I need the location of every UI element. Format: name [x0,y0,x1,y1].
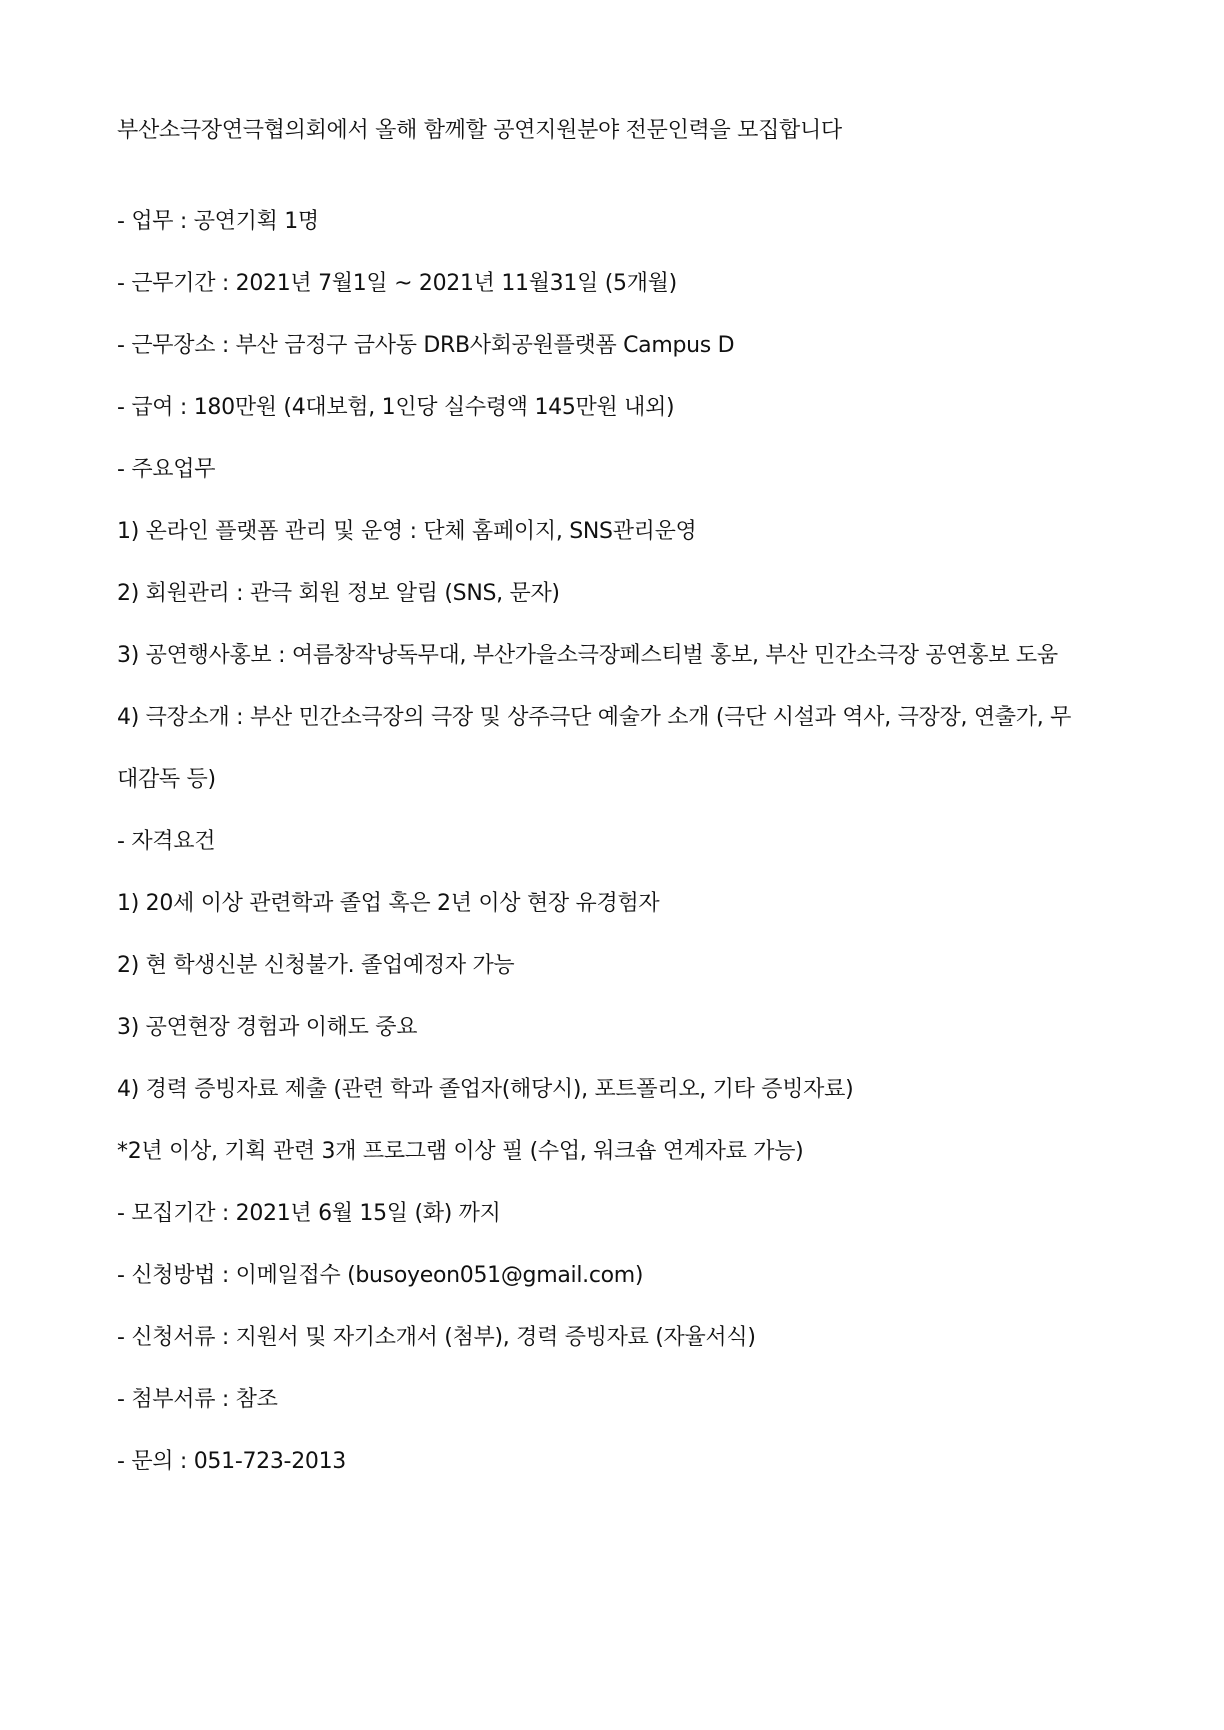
qualification-item-3: 3) 공연현장 경험과 이해도 중요 [117,1015,418,1040]
attachments-line: - 첨부서류 : 참조 [117,1387,278,1412]
qualification-item-1: 1) 20세 이상 관련학과 졸업 혹은 2년 이상 현장 유경험자 [117,891,660,916]
announcement-heading: 부산소극장연극협의회에서 올해 함께할 공연지원분야 전문인력을 모집합니다 [117,118,842,143]
recruitment-period-line: - 모집기간 : 2021년 6월 15일 (화) 까지 [117,1201,501,1226]
duty-item-3: 3) 공연행사홍보 : 여름창작낭독무대, 부산가을소극장페스티벌 홍보, 부산 민간소극장 공연홍보 도움 [117,643,1058,668]
main-duties-heading: - 주요업무 [117,457,216,482]
duty-item-4: 4) 극장소개 : 부산 민간소극장의 극장 및 상주극단 예술가 소개 (극단 시설과 역사, 극장장, 연출가, 무 [117,705,1072,730]
duty-item-2: 2) 회원관리 : 관극 회원 정보 알림 (SNS, 문자) [117,581,560,606]
qualifications-heading: - 자격요건 [117,829,216,854]
work-location-line: - 근무장소 : 부산 금정구 금사동 DRB사회공원플랫폼 Campus D [117,333,735,358]
salary-line: - 급여 : 180만원 (4대보험, 1인당 실수령액 145만원 내외) [117,395,675,420]
application-method-line: - 신청방법 : 이메일접수 (busoyeon051@gmail.com) [117,1263,644,1288]
qualification-item-4: 4) 경력 증빙자료 제출 (관련 학과 졸업자(해당시), 포트폴리오, 기타 증빙자료) [117,1077,854,1102]
contact-line: - 문의 : 051-723-2013 [117,1449,346,1474]
application-documents-line: - 신청서류 : 지원서 및 자기소개서 (첨부), 경력 증빙자료 (자율서식) [117,1325,756,1350]
duty-item-4-continued: 대감독 등) [117,767,216,792]
duty-item-1: 1) 온라인 플랫폼 관리 및 운영 : 단체 홈페이지, SNS관리운영 [117,519,697,544]
qualification-item-2: 2) 현 학생신분 신청불가. 졸업예정자 가능 [117,953,515,978]
duty-line: - 업무 : 공연기획 1명 [117,209,319,234]
qualification-note: *2년 이상, 기획 관련 3개 프로그램 이상 필 (수업, 워크숍 연계자료 가능) [117,1139,804,1164]
work-period-line: - 근무기간 : 2021년 7월1일 ~ 2021년 11월31일 (5개월) [117,271,677,296]
